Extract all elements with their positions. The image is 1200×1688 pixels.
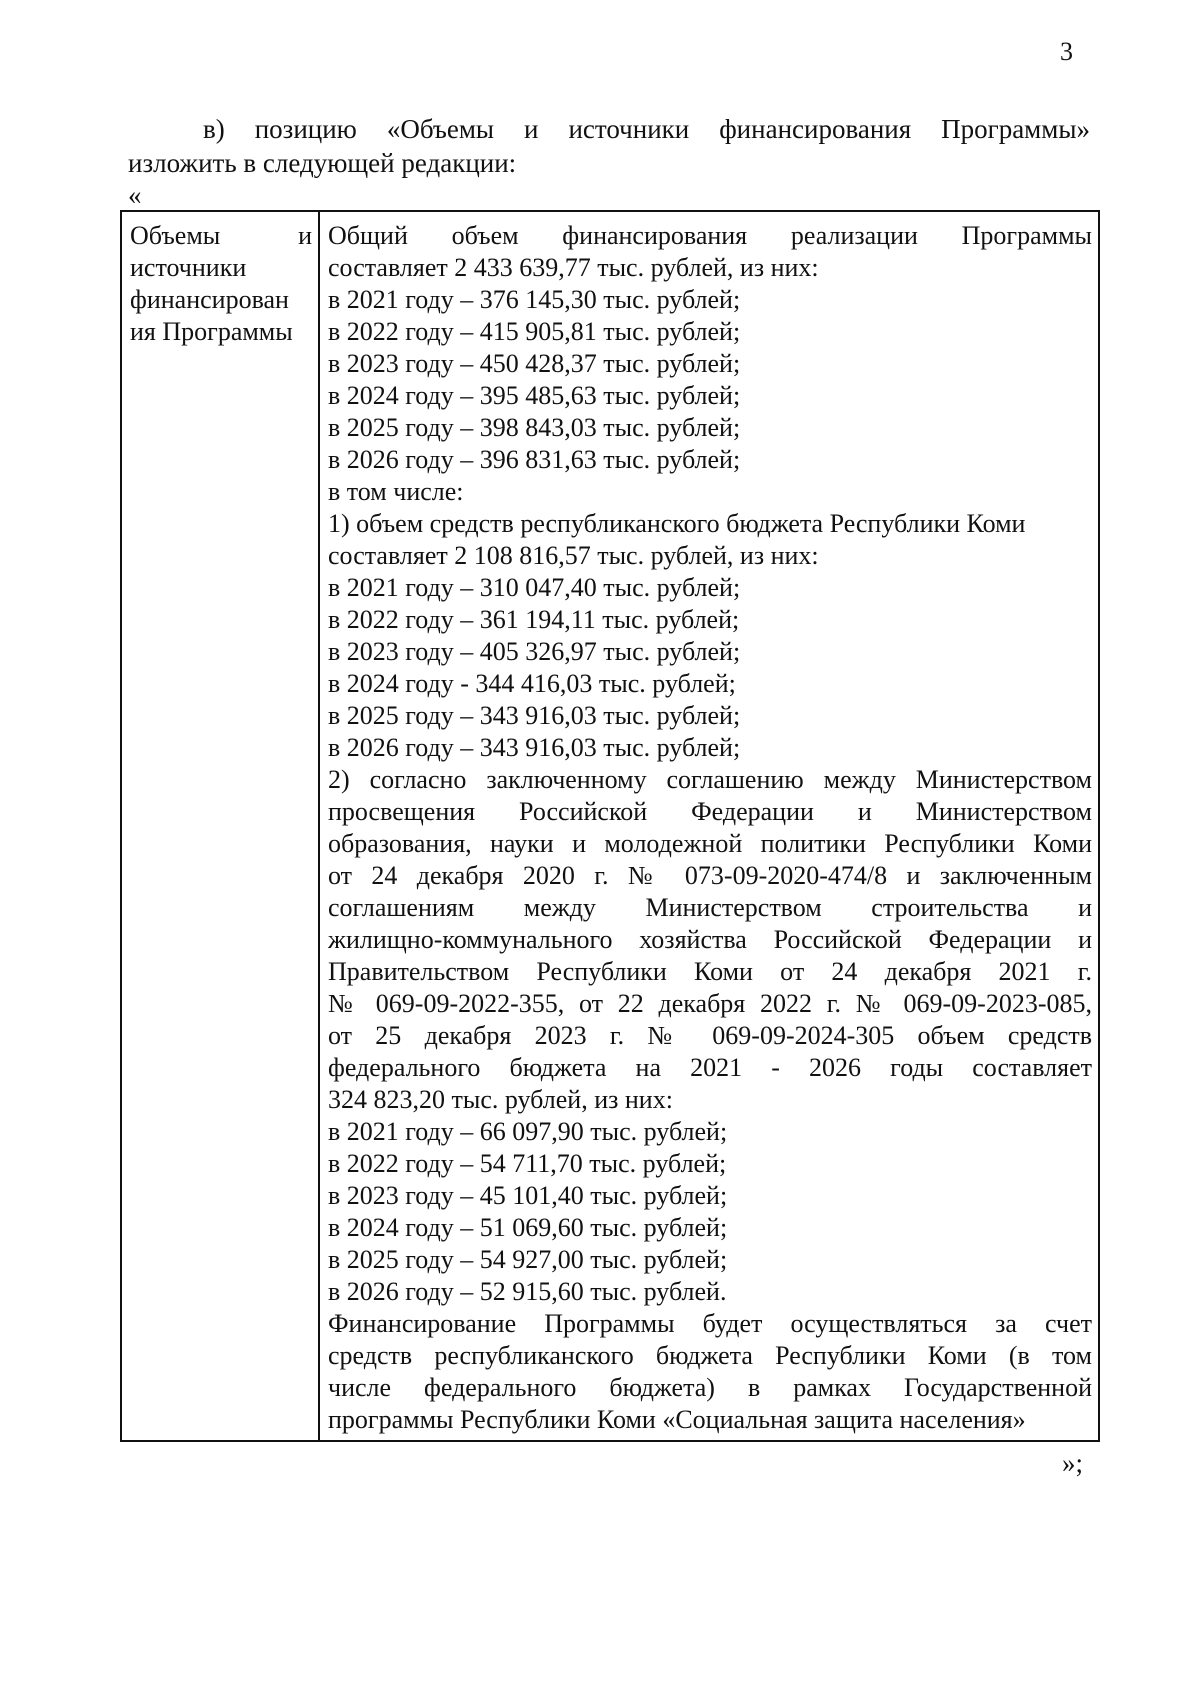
content-line: Финансирование Программы будет осуществляться за счет [328,1309,1092,1338]
content-line: федерального бюджета на 2021 - 2026 годы составляет [328,1053,1092,1082]
content-line: в 2023 году – 450 428,37 тыс. рублей; [328,349,741,378]
content-line: в 2021 году – 376 145,30 тыс. рублей; [328,285,741,314]
content-line: в 2024 году – 51 069,60 тыс. рублей; [328,1213,728,1242]
content-line: Правительством Республики Коми от 24 декабря 2021 г. [328,957,1092,986]
content-line: в 2023 году – 45 101,40 тыс. рублей; [328,1181,728,1210]
closing-quote: »; [1062,1448,1084,1478]
content-line: в 2025 году – 398 843,03 тыс. рублей; [328,413,741,442]
content-line: в 2022 году – 54 711,70 тыс. рублей; [328,1149,727,1178]
position-name-line: финансирован [130,285,289,314]
position-name-line: Объемы и [130,221,312,250]
content-line: в 2026 году – 396 831,63 тыс. рублей; [328,445,741,474]
content-line: в 2023 году – 405 326,97 тыс. рублей; [328,637,741,666]
content-line: в 2026 году – 52 915,60 тыс. рублей. [328,1277,727,1306]
content-line: просвещения Российской Федерации и Министерством [328,797,1092,826]
content-line: 1) объем средств республиканского бюджета Республики Коми [328,509,1026,538]
content-line: средств республиканского бюджета Республики Коми (в том [328,1341,1092,1370]
content-line: 324 823,20 тыс. рублей, из них: [328,1085,673,1114]
content-line: в 2021 году – 310 047,40 тыс. рублей; [328,573,741,602]
position-name-line: ия Программы [130,317,293,346]
financing-table [120,210,1100,1442]
content-line: в 2022 году – 415 905,81 тыс. рублей; [328,317,741,346]
content-line: Общий объем финансирования реализации Программы [328,221,1092,250]
content-line: соглашениям между Министерством строительства и [328,893,1092,922]
opening-quote: « [128,180,142,210]
content-line: в 2026 году – 343 916,03 тыс. рублей; [328,733,741,762]
content-line: от 24 декабря 2020 г. № 073-09-2020-474/8 и заключенным [328,861,1092,890]
intro-line: в) позицию «Объемы и источники финансирования Программы» [203,114,1090,144]
intro-paragraph [128,112,1090,180]
content-line: 2) согласно заключенному соглашению между Министерством [328,765,1092,794]
content-line: № 069-09-2022-355, от 22 декабря 2022 г. № 069-09-2023-085, [328,989,1092,1018]
content-line: от 25 декабря 2023 г. № 069-09-2024-305 объем средств [328,1021,1092,1050]
content-line: образования, науки и молодежной политики Республики Коми [328,829,1092,858]
content-line: в 2025 году – 54 927,00 тыс. рублей; [328,1245,728,1274]
position-name-cell [122,212,320,1440]
content-line: составляет 2 108 816,57 тыс. рублей, из них: [328,541,819,570]
position-content-cell [320,212,1098,1440]
content-line: в 2025 году – 343 916,03 тыс. рублей; [328,701,741,730]
content-line: в 2022 году – 361 194,11 тыс. рублей; [328,605,740,634]
content-line: составляет 2 433 639,77 тыс. рублей, из них: [328,253,819,282]
content-line: числе федерального бюджета) в рамках Государственной [328,1373,1092,1402]
page-number: 3 [1060,37,1073,66]
content-line: программы Республики Коми «Социальная защита населения» [328,1405,1026,1434]
intro-line: изложить в следующей редакции: [128,148,517,178]
position-name-line: источники [130,253,247,282]
content-line: в том числе: [328,477,464,506]
content-line: в 2021 году – 66 097,90 тыс. рублей; [328,1117,728,1146]
content-line: в 2024 году - 344 416,03 тыс. рублей; [328,669,736,698]
content-line: жилищно-коммунального хозяйства Российской Федерации и [328,925,1092,954]
content-line: в 2024 году – 395 485,63 тыс. рублей; [328,381,741,410]
